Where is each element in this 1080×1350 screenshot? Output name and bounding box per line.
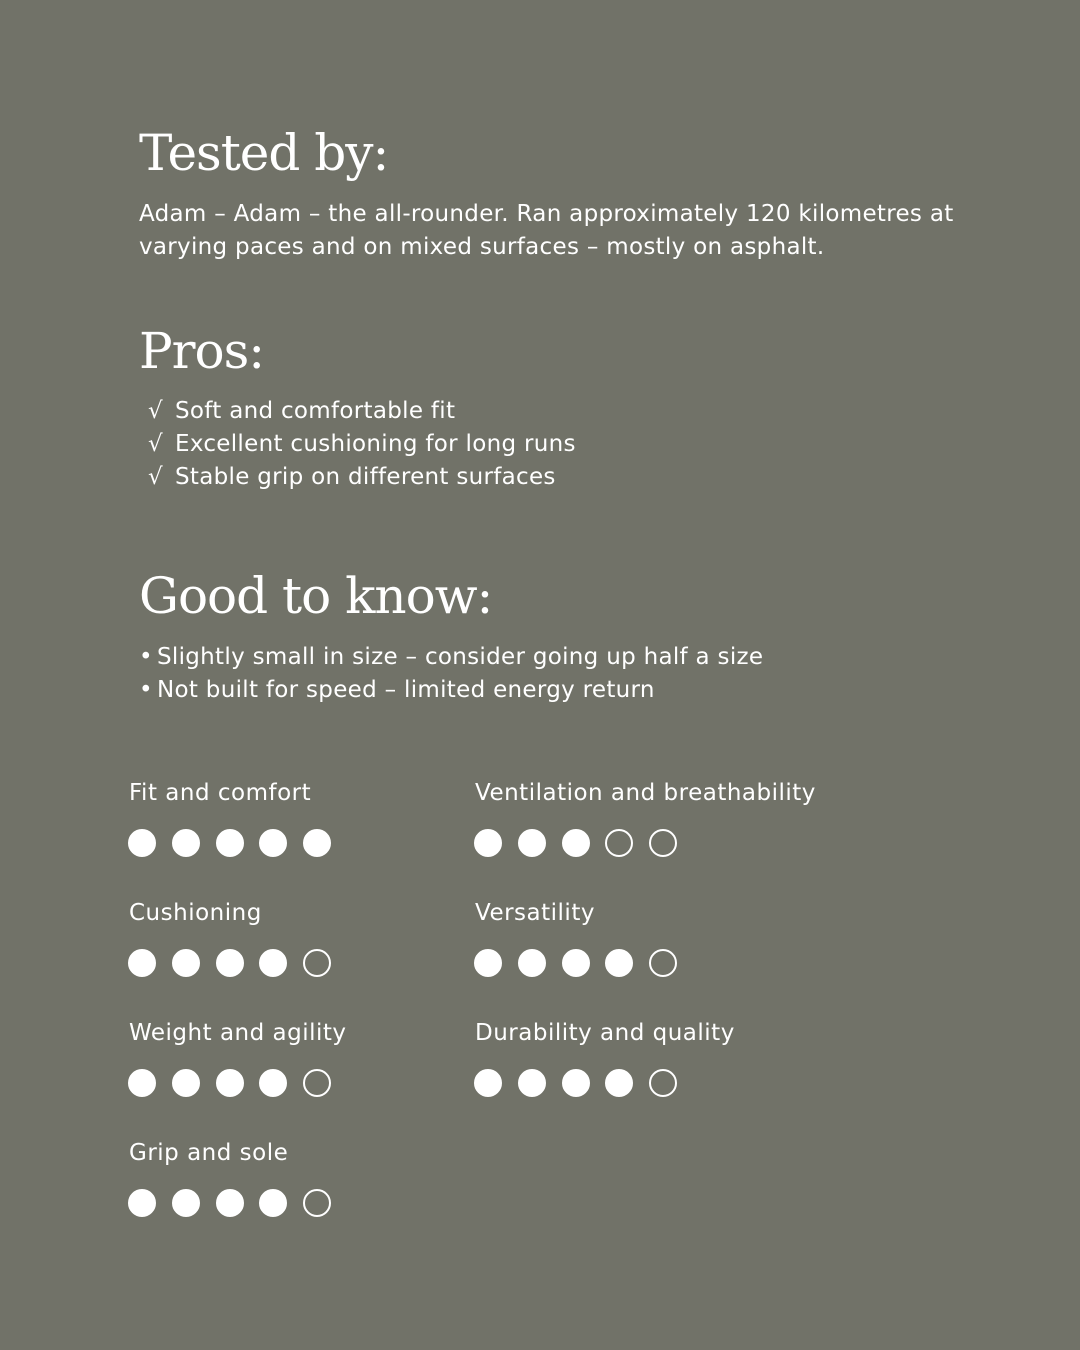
rating-label: Ventilation and breathability	[475, 780, 816, 806]
filled-dot-icon	[303, 829, 331, 857]
rating-versatility	[474, 899, 693, 977]
check-icon: √	[148, 464, 163, 490]
rating-label: Grip and sole	[129, 1140, 289, 1166]
filled-dot-icon	[216, 949, 244, 977]
filled-dot-icon	[562, 829, 590, 857]
empty-dot-icon	[605, 829, 633, 857]
filled-dot-icon	[128, 829, 156, 857]
empty-dot-icon	[649, 829, 677, 857]
pros-item	[148, 461, 576, 494]
pros-item	[148, 395, 576, 428]
rating-label: Cushioning	[129, 900, 262, 926]
filled-dot-icon	[518, 949, 546, 977]
good-to-know-item-text: Slightly small in size – consider going up half a size	[157, 644, 764, 670]
filled-dot-icon	[216, 1189, 244, 1217]
pros-item-text: Stable grip on different surfaces	[175, 464, 556, 490]
rating-ventilation-and-breathability	[474, 779, 816, 857]
filled-dot-icon	[128, 1069, 156, 1097]
filled-dot-icon	[474, 949, 502, 977]
bullet-icon: •	[139, 644, 153, 670]
empty-dot-icon	[303, 949, 331, 977]
filled-dot-icon	[474, 1069, 502, 1097]
rating-dots	[128, 949, 347, 977]
good-to-know-item	[139, 674, 763, 707]
filled-dot-icon	[216, 829, 244, 857]
filled-dot-icon	[259, 949, 287, 977]
rating-grip-and-sole	[128, 1139, 347, 1217]
filled-dot-icon	[605, 949, 633, 977]
filled-dot-icon	[259, 829, 287, 857]
filled-dot-icon	[259, 1069, 287, 1097]
filled-dot-icon	[128, 1189, 156, 1217]
filled-dot-icon	[562, 1069, 590, 1097]
empty-dot-icon	[303, 1069, 331, 1097]
pros-item-text: Excellent cushioning for long runs	[175, 431, 576, 457]
filled-dot-icon	[562, 949, 590, 977]
rating-label: Durability and quality	[475, 1020, 735, 1046]
rating-cushioning	[128, 899, 347, 977]
filled-dot-icon	[216, 1069, 244, 1097]
bullet-icon: •	[139, 677, 153, 703]
good-to-know-item-text: Not built for speed – limited energy return	[157, 677, 655, 703]
filled-dot-icon	[259, 1189, 287, 1217]
filled-dot-icon	[172, 1069, 200, 1097]
pros-list	[148, 395, 576, 494]
filled-dot-icon	[128, 949, 156, 977]
rating-durability-and-quality	[474, 1019, 735, 1097]
pros-item-text: Soft and comfortable fit	[175, 398, 456, 424]
good-to-know-heading: Good to know:	[139, 567, 493, 625]
rating-label: Versatility	[475, 900, 595, 926]
empty-dot-icon	[303, 1189, 331, 1217]
rating-dots	[474, 949, 693, 977]
rating-dots	[128, 829, 347, 857]
pros-heading: Pros:	[139, 322, 265, 380]
tested-by-text: Adam – Adam – the all-rounder. Ran approximately 120 kilometres at varying paces and on mixed surfaces – mostly on asphalt.	[139, 201, 954, 260]
check-icon: √	[148, 431, 163, 457]
check-icon: √	[148, 398, 163, 424]
rating-dots	[128, 1189, 347, 1217]
filled-dot-icon	[172, 949, 200, 977]
rating-dots	[474, 829, 816, 857]
good-to-know-item	[139, 641, 763, 674]
rating-fit-and-comfort	[128, 779, 347, 857]
filled-dot-icon	[605, 1069, 633, 1097]
empty-dot-icon	[649, 949, 677, 977]
tested-by-heading: Tested by:	[139, 124, 389, 182]
rating-dots	[474, 1069, 735, 1097]
filled-dot-icon	[518, 1069, 546, 1097]
filled-dot-icon	[172, 1189, 200, 1217]
good-to-know-list	[139, 641, 763, 707]
filled-dot-icon	[474, 829, 502, 857]
filled-dot-icon	[518, 829, 546, 857]
rating-dots	[128, 1069, 347, 1097]
pros-item	[148, 428, 576, 461]
rating-label: Fit and comfort	[129, 780, 312, 806]
filled-dot-icon	[172, 829, 200, 857]
rating-weight-and-agility	[128, 1019, 347, 1097]
rating-label: Weight and agility	[129, 1020, 347, 1046]
empty-dot-icon	[649, 1069, 677, 1097]
